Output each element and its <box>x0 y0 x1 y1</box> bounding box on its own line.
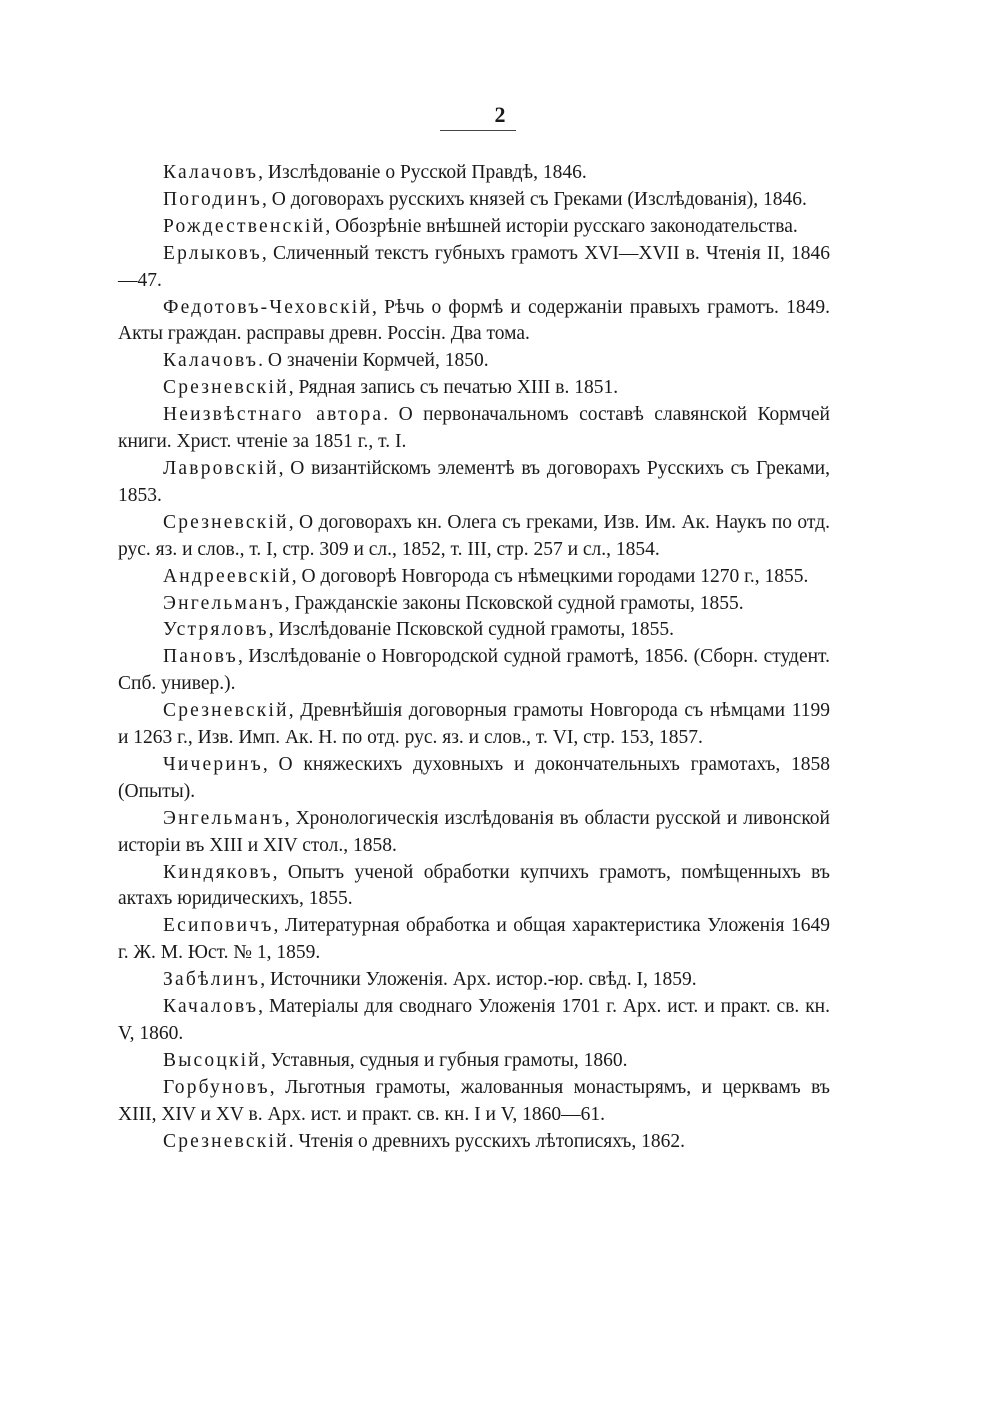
entry-text: . О значеніи Кормчей, 1850. <box>258 350 489 372</box>
bibliography-entry <box>118 375 830 402</box>
entry-author: Калачовъ <box>163 350 259 372</box>
bibliography-entry <box>118 348 830 375</box>
bibliography-entry <box>118 860 830 914</box>
bibliography-entry <box>118 214 830 241</box>
entry-author: Киндяковъ <box>163 861 273 883</box>
entry-author: Неизвѣстнаго автора <box>163 404 384 426</box>
entry-text: , Хронологическія изслѣдованія въ области русской и ливонской исторіи въ XIII и XIV стол., 1858. <box>118 807 830 856</box>
entry-text: , Изслѣдованіе Псковской судной грамоты, 1855. <box>268 619 674 641</box>
entry-author: Устряловъ <box>163 619 269 641</box>
entry-author: Погодинъ <box>163 188 263 210</box>
page-number: 2 <box>494 102 506 127</box>
entry-author: Срезневскій <box>163 1130 289 1152</box>
entry-text: , О византійскомъ элементѣ въ договорахъ Русскихъ съ Греками, 1853. <box>118 457 830 506</box>
entry-author: Забѣлинъ <box>163 969 261 991</box>
bibliography-entry <box>118 241 830 295</box>
entry-author: Калачовъ <box>163 162 259 183</box>
bibliography-entry <box>118 617 830 644</box>
bibliography-entry <box>118 913 830 967</box>
entry-text: , Рядная запись съ печатью XIII в. 1851. <box>288 377 619 399</box>
bibliography-list <box>118 160 830 1156</box>
entry-text: . О первоначальномъ составѣ славянской Кормчей книги. Христ. чтеніе за 1851 г., т. I. <box>118 404 830 453</box>
bibliography-entry <box>118 160 830 187</box>
entry-author: Федотовъ-Чеховскій <box>163 296 373 318</box>
entry-text: , Литературная обработка и общая характеристика Уложенія 1649 г. Ж. М. Юст. № 1, 1859. <box>118 915 830 964</box>
entry-text: , О договорѣ Новгорода съ нѣмецкими городами 1270 г., 1855. <box>291 565 809 587</box>
bibliography-entry <box>118 698 830 752</box>
entry-text: , О договорахъ кн. Олега съ греками, Изв. Им. Ак. Наукъ по отд. рус. яз. и слов., т. I, стр. 309 и сл., 1852, т. III, стр. 257 и сл., 1854. <box>118 511 830 560</box>
bibliography-entry <box>118 295 830 349</box>
bibliography-entry <box>118 752 830 806</box>
entry-text: , Гражданскіе законы Псковской судной грамоты, 1855. <box>284 592 744 614</box>
entry-author: Срезневскій <box>163 700 289 722</box>
entry-author: Высоцкій <box>163 1049 261 1071</box>
bibliography-entry <box>118 1129 830 1156</box>
entry-text: , Изслѣдованіе о Новгородской судной грамотѣ, 1856. (Сборн. студент. Спб. универ.). <box>118 646 830 695</box>
entry-author: Срезневскій <box>163 511 289 533</box>
entry-text: , Опытъ ученой обработки купчихъ грамотъ, помѣщенныхъ въ актахъ юридическихъ, 1855. <box>118 861 830 910</box>
entry-author: Ерлыковъ <box>163 242 262 264</box>
entry-author: Рождественскій <box>163 215 326 237</box>
bibliography-entry <box>118 591 830 618</box>
bibliography-entry <box>118 1075 830 1129</box>
entry-text: , Льготныя грамоты, жалованныя монастырямъ, и церквамъ въ XIII, XIV и XV в. Арх. ист. и практ. св. кн. I и V, 1860—61. <box>118 1076 830 1125</box>
entry-text: , О договорахъ русскихъ князей съ Греками (Изслѣдованія), 1846. <box>262 188 807 210</box>
entry-author: Лавровскій <box>163 457 279 479</box>
entry-author: Чичеринъ <box>163 753 263 775</box>
bibliography-entry <box>118 187 830 214</box>
entry-author: Качаловъ <box>163 996 259 1018</box>
bibliography-entry <box>118 1048 830 1075</box>
bibliography-entry <box>118 564 830 591</box>
entry-text: , Рѣчь о формѣ и содержаніи правыхъ грамотъ. 1849. Акты граждан. расправы древн. Россін. Два тома. <box>118 296 830 345</box>
entry-text: , Матеріалы для своднаго Уложенія 1701 г. Арх. ист. и практ. св. кн. V, 1860. <box>118 996 830 1044</box>
page-number-rule <box>440 130 516 131</box>
bibliography-entry <box>118 644 830 698</box>
entry-author: Энгельманъ <box>163 592 285 614</box>
bibliography-entry <box>118 456 830 510</box>
entry-author: Есиповичъ <box>163 915 274 937</box>
entry-author: Андреевскій <box>163 565 292 587</box>
entry-text: , Источники Уложенія. Арх. истор.-юр. свѣд. I, 1859. <box>260 969 697 991</box>
bibliography-entry <box>118 994 830 1048</box>
bibliography-entry <box>118 510 830 564</box>
entry-text: , Обозрѣніе внѣшней исторіи русскаго законодательства. <box>325 215 798 237</box>
bibliography-entry <box>118 402 830 456</box>
entry-author: Горбуновъ <box>163 1076 270 1098</box>
bibliography-entry <box>118 967 830 994</box>
entry-author: Пановъ <box>163 646 238 668</box>
bibliography-entry <box>118 806 830 860</box>
entry-text: , Сличенный текстъ губныхъ грамотъ XVI—XVII в. Чтенія II, 1846—47. <box>118 242 830 291</box>
entry-text: , Изслѣдованіе о Русской Правдѣ, 1846. <box>258 162 587 183</box>
entry-author: Энгельманъ <box>163 807 285 829</box>
entry-text: , Древнѣйшія договорныя грамоты Новгорода съ нѣмцами 1199 и 1263 г., Изв. Имп. Ак. Н. по отд. рус. яз. и слов., т. VI, стр. 153, 1857. <box>118 700 830 749</box>
entry-author: Срезневскій <box>163 377 289 399</box>
entry-text: , Уставныя, судныя и губныя грамоты, 1860. <box>260 1049 628 1071</box>
entry-text: . Чтенія о древнихъ русскихъ лѣтописяхъ, 1862. <box>288 1130 685 1152</box>
entry-text: , О княжескихъ духовныхъ и докончательныхъ грамотахъ, 1858 (Опыты). <box>118 753 830 802</box>
